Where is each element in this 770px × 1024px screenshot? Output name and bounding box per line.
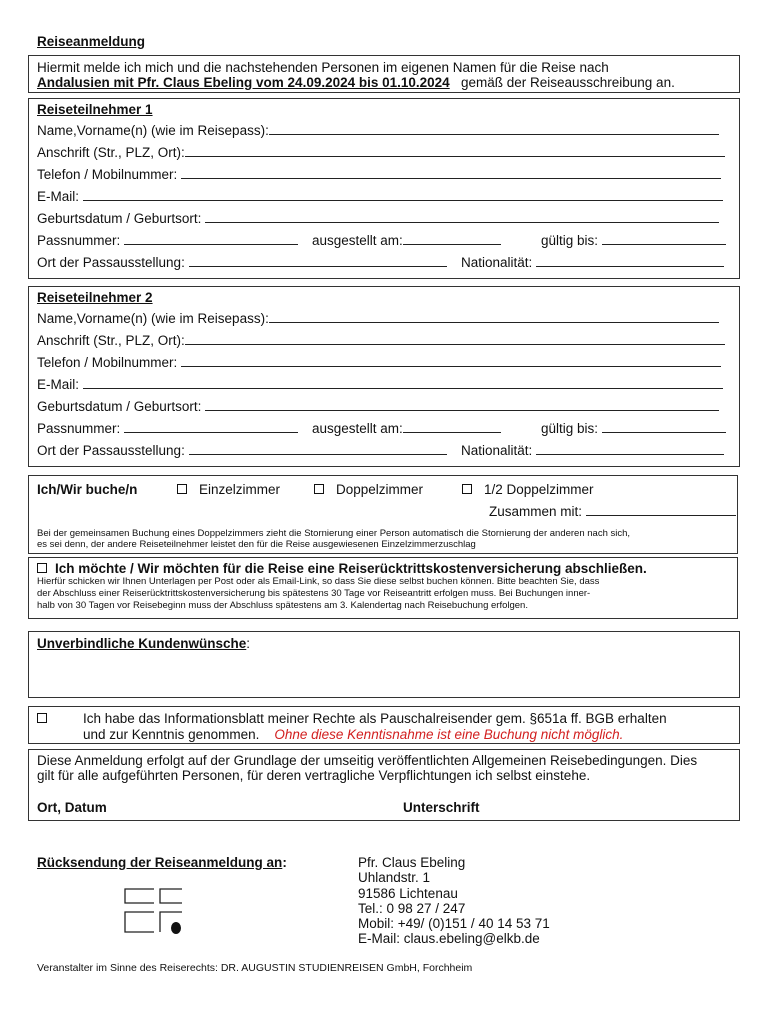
email-field[interactable] bbox=[83, 377, 723, 389]
info-checkbox-wrap[interactable] bbox=[37, 711, 59, 726]
insurance-text-2: der Abschluss einer Reiserücktrittskostenversicherung bis spätestens 30 Tage vor Reiseantritt erfolgen muss. Bei Buchungen inner- bbox=[37, 588, 591, 599]
phone-row bbox=[37, 355, 721, 370]
booking-note-2: es sei denn, der andere Reiseteilnehmer leistet den für die Reise ausgewiesenen Einzelzimmerzuschlag bbox=[37, 539, 476, 550]
valid-field[interactable] bbox=[602, 233, 726, 245]
valid-field[interactable] bbox=[602, 421, 726, 433]
single-room-label: Einzelzimmer bbox=[199, 482, 281, 497]
intro-suffix: gemäß der Reiseausschreibung an. bbox=[460, 75, 675, 90]
issued-label: ausgestellt am: bbox=[312, 421, 403, 436]
half-double-room-label: 1/2 Doppelzimmer bbox=[484, 482, 594, 497]
together-label: Zusammen mit: bbox=[489, 504, 583, 519]
nationality-label: Nationalität: bbox=[461, 255, 533, 270]
insurance-text-3: halb von 30 Tagen vor Reisebeginn muss der Abschluss spätestens am 3. Kalendertag nach Reisebuchung erfolgen. bbox=[37, 600, 528, 611]
together-row bbox=[489, 504, 736, 519]
checkbox-icon[interactable] bbox=[37, 563, 47, 573]
double-room-label: Doppelzimmer bbox=[336, 482, 424, 497]
logo-icon bbox=[120, 884, 186, 936]
address-field[interactable] bbox=[185, 333, 725, 345]
single-room-option[interactable] bbox=[177, 482, 280, 497]
email-label: E-Mail: bbox=[37, 377, 80, 392]
participant-1-heading: Reiseteilnehmer 1 bbox=[37, 102, 153, 117]
info-line-2 bbox=[83, 727, 623, 742]
email-address[interactable]: E-Mail: claus.ebeling@elkb.de bbox=[358, 931, 540, 947]
name-label: Name,Vorname(n) (wie im Reisepass): bbox=[37, 311, 269, 326]
valid-label: gültig bis: bbox=[541, 233, 599, 248]
passport-label: Passnummer: bbox=[37, 233, 121, 248]
issue-place-field[interactable] bbox=[189, 255, 447, 267]
passport-field[interactable] bbox=[124, 421, 298, 433]
place-date-label: Ort, Datum bbox=[37, 800, 107, 815]
checkbox-icon[interactable] bbox=[314, 484, 324, 494]
nationality-field[interactable] bbox=[536, 255, 724, 267]
issued-field[interactable] bbox=[403, 233, 501, 245]
participant-1-box bbox=[28, 98, 740, 279]
info-text-2: und zur Kenntnis genommen. bbox=[83, 727, 260, 742]
nationality-field[interactable] bbox=[536, 443, 724, 455]
issued-row bbox=[312, 421, 501, 436]
return-label: Rücksendung der Reiseanmeldung an bbox=[37, 855, 283, 870]
checkbox-icon[interactable] bbox=[37, 713, 47, 723]
valid-row bbox=[541, 233, 726, 248]
return-heading bbox=[37, 855, 287, 870]
email-row bbox=[37, 189, 723, 204]
double-room-option[interactable] bbox=[314, 482, 423, 497]
email-row bbox=[37, 377, 723, 392]
address-row bbox=[37, 333, 725, 348]
address-field[interactable] bbox=[185, 145, 725, 157]
intro-text: Hiermit melde ich mich und die nachstehenden Personen im eigenen Namen für die Reise nach bbox=[37, 60, 609, 75]
insurance-box bbox=[28, 557, 738, 619]
half-double-room-option[interactable] bbox=[462, 482, 594, 497]
terms-box bbox=[28, 749, 740, 821]
address-row bbox=[37, 145, 725, 160]
valid-label: gültig bis: bbox=[541, 421, 599, 436]
name-field[interactable] bbox=[269, 123, 719, 135]
name-row bbox=[37, 123, 719, 138]
trip-name: Andalusien mit Pfr. Claus Ebeling vom 24.09.2024 bis 01.10.2024 bbox=[37, 75, 450, 90]
checkbox-icon[interactable] bbox=[177, 484, 187, 494]
page-title: Reiseanmeldung bbox=[37, 34, 146, 49]
return-colon: : bbox=[282, 855, 287, 870]
signature-label: Unterschrift bbox=[403, 800, 480, 815]
address-label: Anschrift (Str., PLZ, Ort): bbox=[37, 333, 185, 348]
passport-label: Passnummer: bbox=[37, 421, 121, 436]
birth-row bbox=[37, 399, 719, 414]
issue-place-row bbox=[37, 443, 447, 458]
nationality-row bbox=[461, 443, 724, 458]
address-line: 91586 Lichtenau bbox=[358, 885, 458, 901]
booking-box bbox=[28, 475, 738, 554]
issued-label: ausgestellt am: bbox=[312, 233, 403, 248]
birth-row bbox=[37, 211, 719, 226]
info-warning: Ohne diese Kenntisnahme ist eine Buchung nicht möglich. bbox=[274, 727, 624, 742]
issued-row bbox=[312, 233, 501, 248]
passport-field[interactable] bbox=[124, 233, 298, 245]
name-field[interactable] bbox=[269, 311, 719, 323]
phone-field[interactable] bbox=[181, 167, 721, 179]
return-address bbox=[358, 855, 550, 947]
footer-text: Veranstalter im Sinne des Reiserechts: DR. AUGUSTIN STUDIENREISEN GmbH, Forchheim bbox=[37, 962, 473, 974]
together-field[interactable] bbox=[586, 504, 736, 516]
checkbox-icon[interactable] bbox=[462, 484, 472, 494]
intro-box bbox=[28, 55, 740, 93]
phone-row bbox=[37, 167, 721, 182]
name-row bbox=[37, 311, 719, 326]
birth-label: Geburtsdatum / Geburtsort: bbox=[37, 211, 202, 226]
issue-place-field[interactable] bbox=[189, 443, 447, 455]
phone-field[interactable] bbox=[181, 355, 721, 367]
email-label: E-Mail: bbox=[37, 189, 80, 204]
address-line: Tel.: 0 98 27 / 247 bbox=[358, 900, 466, 916]
address-line: Uhlandstr. 1 bbox=[358, 870, 431, 886]
wishes-heading bbox=[37, 636, 250, 651]
valid-row bbox=[541, 421, 726, 436]
nationality-label: Nationalität: bbox=[461, 443, 533, 458]
address-label: Anschrift (Str., PLZ, Ort): bbox=[37, 145, 185, 160]
birth-label: Geburtsdatum / Geburtsort: bbox=[37, 399, 202, 414]
booking-note-1: Bei der gemeinsamen Buchung eines Doppelzimmers zieht die Stornierung einer Person automatisch die Stornierung der anderen nach sich, bbox=[37, 528, 631, 539]
insurance-heading: Ich möchte / Wir möchten für die Reise eine Reiserücktrittskostenversicherung abschließen. bbox=[55, 561, 647, 576]
wishes-box[interactable] bbox=[28, 631, 740, 698]
issue-place-row bbox=[37, 255, 447, 270]
insurance-option[interactable] bbox=[37, 561, 647, 576]
participant-2-box bbox=[28, 286, 740, 467]
intro-trip-line bbox=[37, 75, 675, 90]
name-label: Name,Vorname(n) (wie im Reisepass): bbox=[37, 123, 269, 138]
issued-field[interactable] bbox=[403, 421, 501, 433]
nationality-row bbox=[461, 255, 724, 270]
info-box bbox=[28, 706, 740, 744]
issue-place-label: Ort der Passausstellung: bbox=[37, 443, 185, 458]
email-field[interactable] bbox=[83, 189, 723, 201]
terms-text-2: gilt für alle aufgeführten Personen, für deren vertragliche Verpflichtungen ich selbst einstehe. bbox=[37, 768, 591, 783]
address-line: Pfr. Claus Ebeling bbox=[358, 855, 466, 870]
phone-label: Telefon / Mobilnummer: bbox=[37, 167, 178, 182]
birth-field[interactable] bbox=[205, 399, 719, 411]
insurance-text-1: Hierfür schicken wir Ihnen Unterlagen per Post oder als Email-Link, so dass Sie diese selbst buchen können. Bitte beachten Sie, dass bbox=[37, 576, 600, 587]
terms-text-1: Diese Anmeldung erfolgt auf der Grundlage der umseitig veröffentlichten Allgemeinen Reisebedingungen. Dies bbox=[37, 753, 698, 768]
wishes-colon: : bbox=[246, 636, 251, 651]
info-text-1: Ich habe das Informationsblatt meiner Rechte als Pauschalreisender gem. §651a ff. BGB erhalten bbox=[83, 711, 667, 726]
participant-2-heading: Reiseteilnehmer 2 bbox=[37, 290, 153, 305]
address-line: Mobil: +49/ (0)151 / 40 14 53 71 bbox=[358, 916, 550, 932]
phone-label: Telefon / Mobilnummer: bbox=[37, 355, 178, 370]
birth-field[interactable] bbox=[205, 211, 719, 223]
passport-row bbox=[37, 233, 298, 248]
issue-place-label: Ort der Passausstellung: bbox=[37, 255, 185, 270]
wishes-label: Unverbindliche Kundenwünsche bbox=[37, 636, 247, 651]
booking-label: Ich/Wir buche/n bbox=[37, 482, 138, 497]
passport-row bbox=[37, 421, 298, 436]
